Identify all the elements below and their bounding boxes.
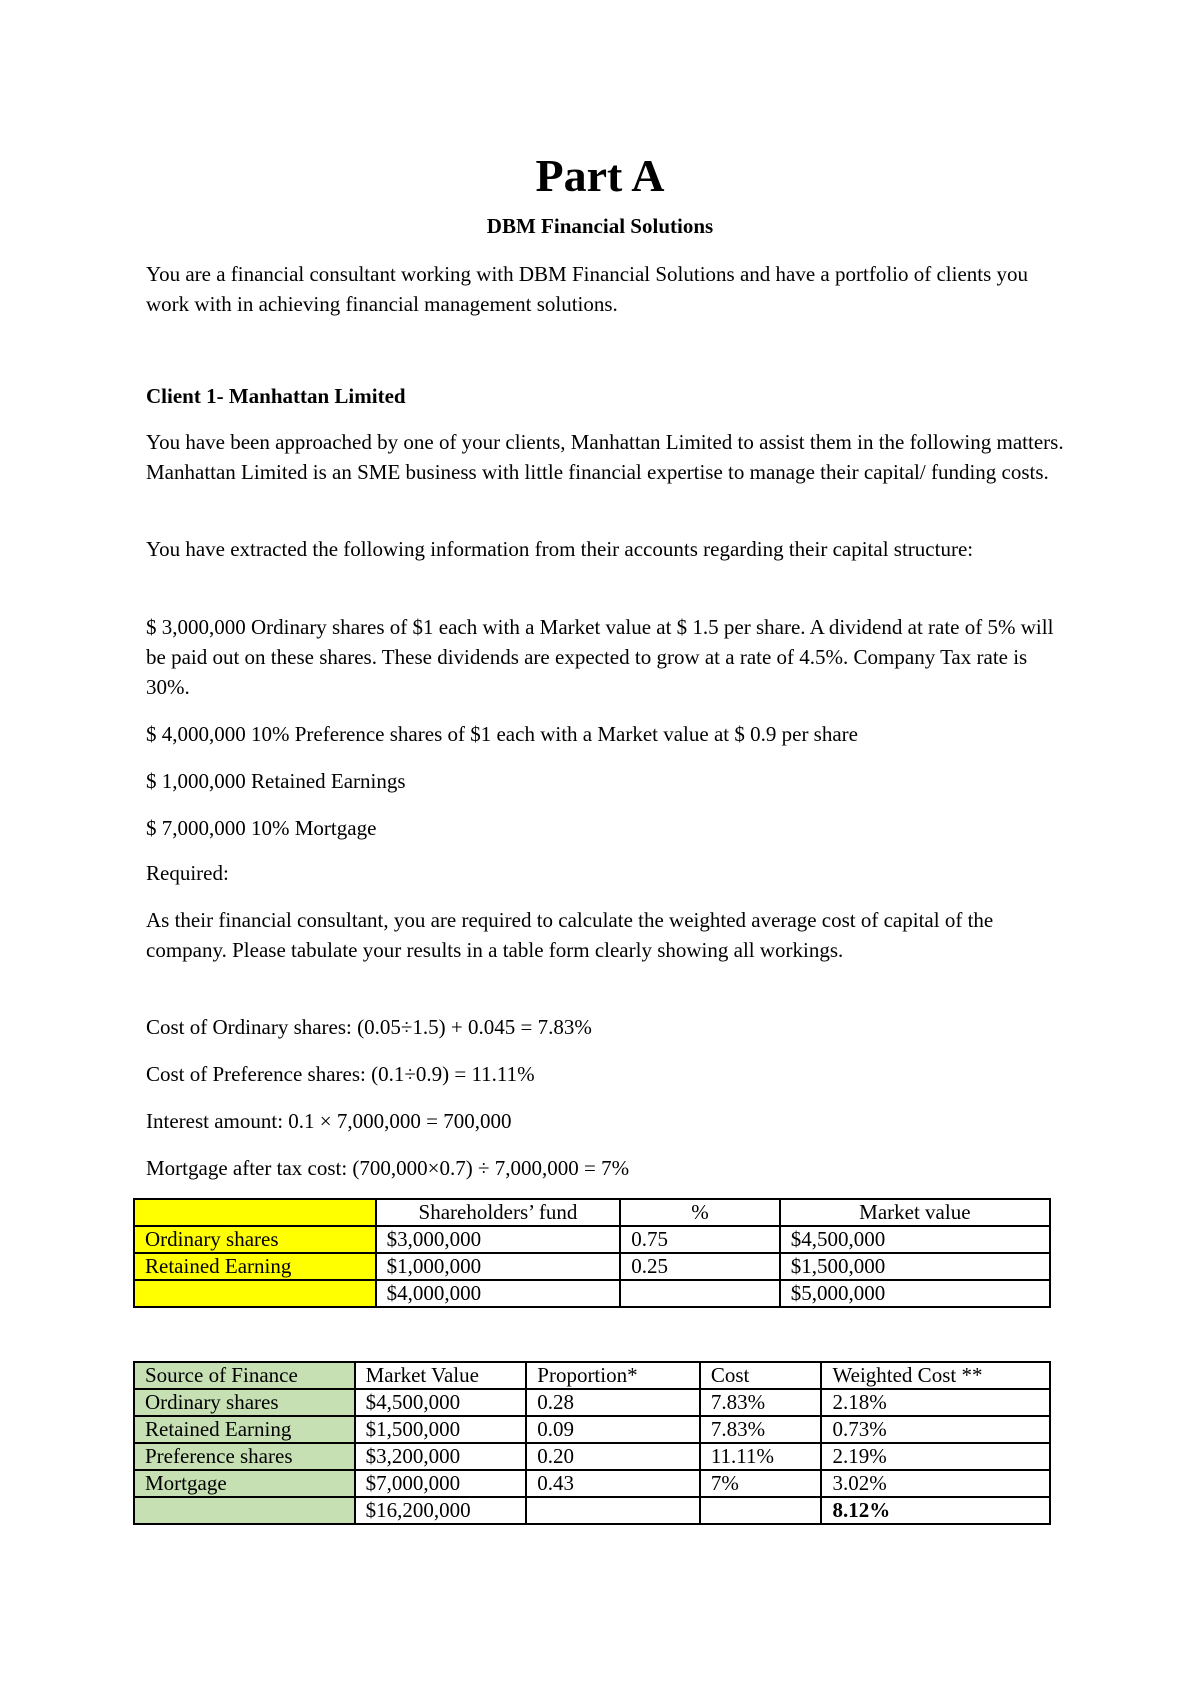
- table-cell: $5,000,000: [780, 1280, 1050, 1307]
- mortgage-item: $ 7,000,000 10% Mortgage: [146, 816, 377, 840]
- table-cell: $16,200,000: [355, 1497, 527, 1524]
- table-cell: $7,000,000: [355, 1470, 527, 1497]
- table-header-cell: Proportion*: [526, 1362, 700, 1389]
- row-label-cell: [134, 1280, 376, 1307]
- table-header-cell: Shareholders’ fund: [376, 1199, 621, 1226]
- table-cell: [526, 1497, 700, 1524]
- capital-structure-intro: You have extracted the following information from their accounts regarding their capital structure:: [146, 537, 974, 561]
- row-label-cell: Preference shares: [134, 1443, 355, 1470]
- table-header-cell: Market value: [780, 1199, 1050, 1226]
- row-label-cell: Retained Earning: [134, 1416, 355, 1443]
- table-row: [134, 1443, 1050, 1470]
- table-row: [134, 1389, 1050, 1416]
- shareholders-fund-table: [133, 1198, 1051, 1308]
- table-cell: $1,500,000: [780, 1253, 1050, 1280]
- wacc-total-cell: 8.12%: [821, 1497, 1050, 1524]
- table-row: [134, 1470, 1050, 1497]
- row-label-cell: Ordinary shares: [134, 1389, 355, 1416]
- retained-earnings-item: $ 1,000,000 Retained Earnings: [146, 769, 406, 793]
- table-header-row: [134, 1199, 1050, 1226]
- table-cell: 7.83%: [700, 1416, 822, 1443]
- table-cell: 0.75: [620, 1226, 779, 1253]
- table-cell: 0.09: [526, 1416, 700, 1443]
- row-label-cell: Mortgage: [134, 1470, 355, 1497]
- table-cell: 0.20: [526, 1443, 700, 1470]
- ordinary-shares-item: $ 3,000,000 Ordinary shares of $1 each with a Market value at $ 1.5 per share. A dividend at rate of 5% will be paid out on these shares. These dividends are expected to grow at a rate of 4.5%. Company Tax rate is 30%.: [146, 615, 1054, 699]
- table-cell: 2.19%: [821, 1443, 1050, 1470]
- required-label: Required:: [146, 861, 229, 885]
- table-cell: $1,000,000: [376, 1253, 621, 1280]
- table-cell: 0.28: [526, 1389, 700, 1416]
- table-total-row: [134, 1280, 1050, 1307]
- table-total-row: [134, 1497, 1050, 1524]
- table-cell: [620, 1280, 779, 1307]
- row-label-cell: Ordinary shares: [134, 1226, 376, 1253]
- table-row: [134, 1416, 1050, 1443]
- table-cell: $4,500,000: [780, 1226, 1050, 1253]
- page-title: Part A: [535, 150, 665, 201]
- row-label-cell: [134, 1497, 355, 1524]
- table-cell: [700, 1497, 822, 1524]
- table-cell: 0.73%: [821, 1416, 1050, 1443]
- intro-paragraph: You are a financial consultant working with DBM Financial Solutions and have a portfolio of clients you work with in achieving financial management solutions.: [146, 262, 1029, 316]
- table-header-cell: Market Value: [355, 1362, 527, 1389]
- client-heading: Client 1- Manhattan Limited: [146, 384, 406, 408]
- calc-interest-amount: Interest amount: 0.1 × 7,000,000 = 700,000: [146, 1109, 512, 1133]
- table-header-cell: Source of Finance: [134, 1362, 355, 1389]
- calc-ordinary-shares: Cost of Ordinary shares: (0.05÷1.5) + 0.045 = 7.83%: [146, 1015, 592, 1039]
- table-cell: 0.43: [526, 1470, 700, 1497]
- row-label-cell: Retained Earning: [134, 1253, 376, 1280]
- page-subtitle: DBM Financial Solutions: [486, 214, 714, 238]
- table-row: [134, 1226, 1050, 1253]
- table-row: [134, 1253, 1050, 1280]
- table-cell: 11.11%: [700, 1443, 822, 1470]
- table-cell: [134, 1199, 376, 1226]
- table-cell: $1,500,000: [355, 1416, 527, 1443]
- table-cell: $3,000,000: [376, 1226, 621, 1253]
- table-cell: 0.25: [620, 1253, 779, 1280]
- preference-shares-item: $ 4,000,000 10% Preference shares of $1 each with a Market value at $ 0.9 per share: [146, 722, 858, 746]
- table-cell: 2.18%: [821, 1389, 1050, 1416]
- calc-preference-shares: Cost of Preference shares: (0.1÷0.9) = 11.11%: [146, 1062, 535, 1086]
- calc-mortgage-cost: Mortgage after tax cost: (700,000×0.7) ÷ 7,000,000 = 7%: [146, 1156, 630, 1180]
- table-cell: $3,200,000: [355, 1443, 527, 1470]
- table-cell: 3.02%: [821, 1470, 1050, 1497]
- table-header-row: [134, 1362, 1050, 1389]
- table-cell: $4,500,000: [355, 1389, 527, 1416]
- task-paragraph: As their financial consultant, you are required to calculate the weighted average cost of capital of the company. Please tabulate your results in a table form clearly showing all workings.: [146, 908, 994, 962]
- table-cell: $4,000,000: [376, 1280, 621, 1307]
- wacc-table: [133, 1361, 1051, 1525]
- table-cell: 7.83%: [700, 1389, 822, 1416]
- table-header-cell: Weighted Cost **: [821, 1362, 1050, 1389]
- table-cell: 7%: [700, 1470, 822, 1497]
- client-description: You have been approached by one of your clients, Manhattan Limited to assist them in the following matters. Manhattan Limited is an SME business with little financial expertise to manage their capital/ funding costs.: [146, 430, 1064, 484]
- table-header-cell: Cost: [700, 1362, 822, 1389]
- table-header-cell: %: [620, 1199, 779, 1226]
